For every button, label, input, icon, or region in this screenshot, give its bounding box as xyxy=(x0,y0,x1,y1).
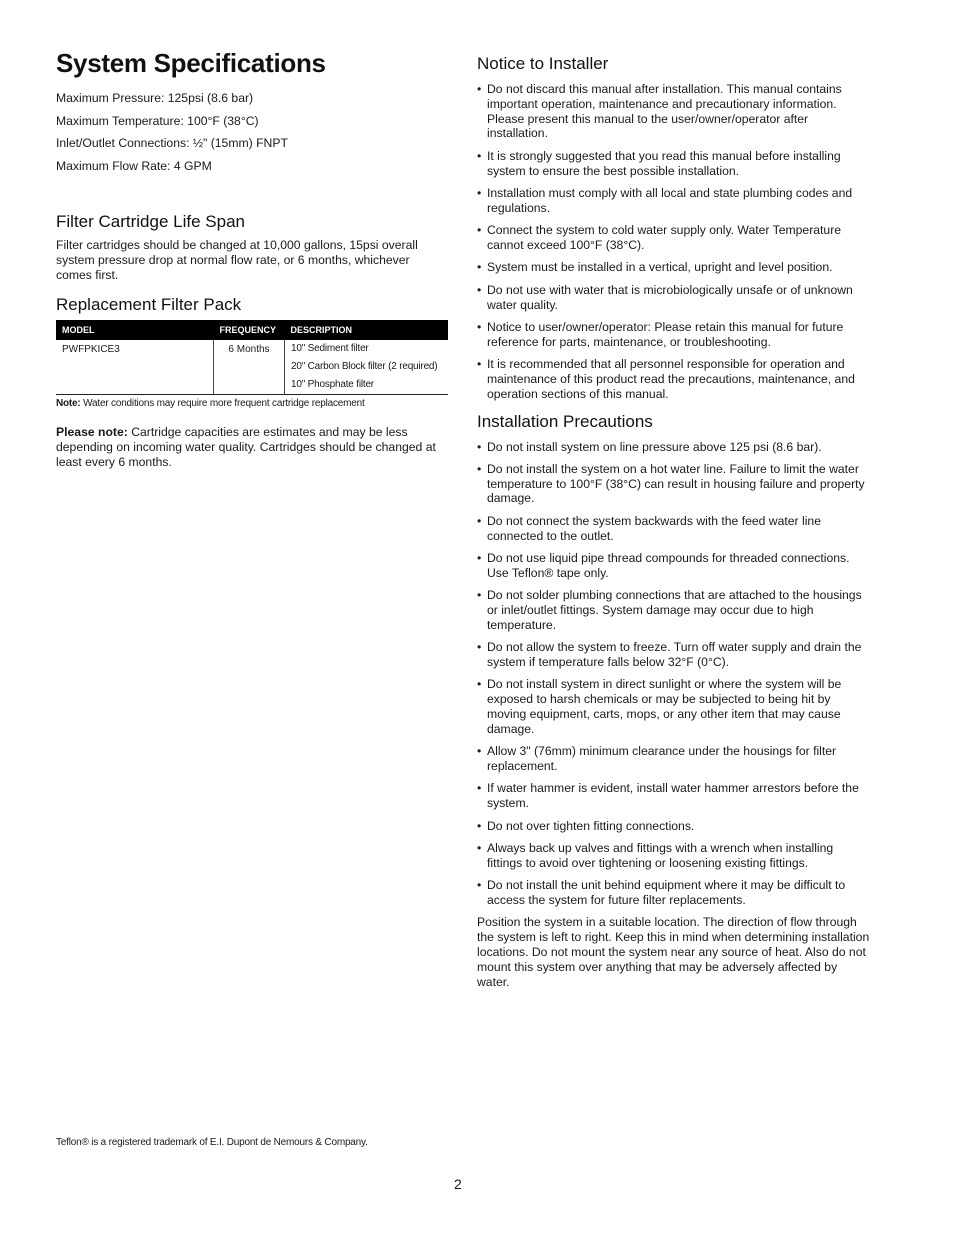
bullet-glyph: • xyxy=(477,588,482,603)
list-item: • Do not discard this manual after installation. This manual contains important operation, maintenance and precautionary information. Please present this manual to the user/owner/operator after installation. xyxy=(477,82,842,141)
description-item: 10" Phosphate filter xyxy=(291,378,374,390)
cell-frequency: 6 Months xyxy=(214,340,285,395)
table-note xyxy=(56,398,448,409)
list-item: • Do not install the system on a hot water line. Failure to limit the water temperature to 100°F (38°C) can result in housing failure and property damage. xyxy=(477,461,865,506)
list-item: • Do not connect the system backwards with the feed water line connected to the outlet. xyxy=(477,513,821,543)
list-item: • Do not over tighten fitting connections. xyxy=(477,818,695,833)
please-note-paragraph xyxy=(56,425,448,470)
description-item: 20" Carbon Block filter (2 required) xyxy=(291,360,438,372)
lifespan-heading: Filter Cartridge Life Span xyxy=(56,211,245,231)
list-item: • Do not allow the system to freeze. Turn off water supply and drain the system if temperature falls below 32°F (0°C). xyxy=(477,640,862,670)
replacement-table xyxy=(56,320,448,395)
list-item: • Notice to user/owner/operator: Please retain this manual for future reference for parts, maintenance, or troubleshooting. xyxy=(477,319,844,349)
page-number: 2 xyxy=(454,1176,462,1192)
bullet-glyph: • xyxy=(477,439,482,454)
please-note-label: Please note: xyxy=(56,424,128,439)
column-header-description: DESCRIPTION xyxy=(285,320,449,340)
bullet-glyph: • xyxy=(477,82,482,96)
list-item: • Allow 3" (76mm) minimum clearance under the housings for filter replacement. xyxy=(477,744,837,773)
spec-max-pressure: Maximum Pressure: 125psi (8.6 bar) xyxy=(56,91,254,105)
bullet-glyph: • xyxy=(477,260,482,275)
column-header-model: MODEL xyxy=(56,320,214,340)
cell-model: PWFPKICE3 xyxy=(56,340,214,395)
description-item: 10" Sediment filter xyxy=(291,342,369,354)
list-item: • Installation must comply with all local and state plumbing codes and regulations. xyxy=(477,185,853,215)
bullet-glyph: • xyxy=(477,513,482,528)
bullet-glyph: • xyxy=(477,878,482,893)
please-note-text: Cartridge capacities are estimates and may be less depending on incoming water quality. Cartridges should be changed at least every 6 months. xyxy=(56,424,436,469)
bullet-glyph: • xyxy=(477,818,482,833)
list-item: • Connect the system to cold water supply only. Water Temperature cannot exceed 100°F (38°C). xyxy=(477,223,842,252)
bullet-glyph: • xyxy=(477,461,482,476)
bullet-glyph: • xyxy=(477,640,482,655)
bullet-glyph: • xyxy=(477,551,482,566)
bullet-glyph: • xyxy=(477,282,482,297)
precautions-list xyxy=(477,440,871,908)
column-header-frequency: FREQUENCY xyxy=(214,320,285,340)
list-item: • Do not install system in direct sunlight or where the system will be exposed to harsh chemicals or may be subjected to being hit by moving equipment, carts, mops, or any other item that may cause damage. xyxy=(477,677,842,736)
bullet-glyph: • xyxy=(477,319,482,334)
spec-list xyxy=(56,91,448,174)
placement-paragraph: Position the system in a suitable location. The direction of flow through the system is left to right. Keep this in mind when determining installation locations. Do not mount the system near any source of heat. Also do not mount this system over anything that may be adversely affected by water. xyxy=(477,915,870,990)
page-title: System Specifications xyxy=(56,48,326,78)
right-column xyxy=(477,54,871,990)
bullet-glyph: • xyxy=(477,185,482,200)
list-item: • It is strongly suggested that you read this manual before installing system to ensure the best possible installation. xyxy=(477,148,841,178)
trademark-footnote: Teflon® is a registered trademark of E.I. Dupont de Nemours & Company. xyxy=(56,1137,368,1148)
list-item: • Do not solder plumbing connections that are attached to the housings or inlet/outlet fittings. System damage may occur due to high temperature. xyxy=(477,588,862,632)
lifespan-text: Filter cartridges should be changed at 10,000 gallons, 15psi overall system pressure drop at normal flow rate, or 6 months, whichever comes first. xyxy=(56,237,418,282)
spec-max-temperature: Maximum Temperature: 100°F (38°C) xyxy=(56,113,259,128)
list-item: • Do not use with water that is microbiologically unsafe or of unknown water quality. xyxy=(477,282,853,312)
bullet-glyph: • xyxy=(477,781,482,796)
bullet-glyph: • xyxy=(477,223,482,238)
list-item: • Do not install system on line pressure above 125 psi (8.6 bar). xyxy=(477,439,822,454)
list-item: • If water hammer is evident, install water hammer arrestors before the system. xyxy=(477,781,859,811)
notice-heading: Notice to Installer xyxy=(477,54,609,73)
left-column xyxy=(56,48,448,470)
precautions-heading: Installation Precautions xyxy=(477,411,653,431)
bullet-glyph: • xyxy=(477,677,482,692)
list-item: • Do not install the unit behind equipment where it may be difficult to access the system for future filter replacements. xyxy=(477,878,846,907)
bullet-glyph: • xyxy=(477,148,482,163)
spec-flow-rate: Maximum Flow Rate: 4 GPM xyxy=(56,158,212,173)
list-item: • Always back up valves and fittings with a wrench when installing fittings to avoid over tightening or loosening existing fittings. xyxy=(477,840,834,870)
table-row xyxy=(56,340,448,395)
bullet-glyph: • xyxy=(477,744,482,759)
table-header-row xyxy=(56,320,448,340)
spec-connections: Inlet/Outlet Connections: ½" (15mm) FNPT xyxy=(56,136,288,151)
list-item: • Do not use liquid pipe thread compounds for threaded connections. Use Teflon® tape only. xyxy=(477,551,850,580)
list-item: • System must be installed in a vertical, upright and level position. xyxy=(477,260,833,275)
notice-list xyxy=(477,82,871,402)
replacement-heading: Replacement Filter Pack xyxy=(56,294,242,314)
note-text: Water conditions may require more frequent cartridge replacement xyxy=(83,397,365,409)
bullet-glyph: • xyxy=(477,357,482,372)
note-label: Note: xyxy=(56,397,81,409)
bullet-glyph: • xyxy=(477,840,482,855)
list-item: • It is recommended that all personnel responsible for operation and maintenance of this product read the precautions, maintenance, and operation sections of this manual. xyxy=(477,357,855,401)
cell-description xyxy=(285,340,449,395)
